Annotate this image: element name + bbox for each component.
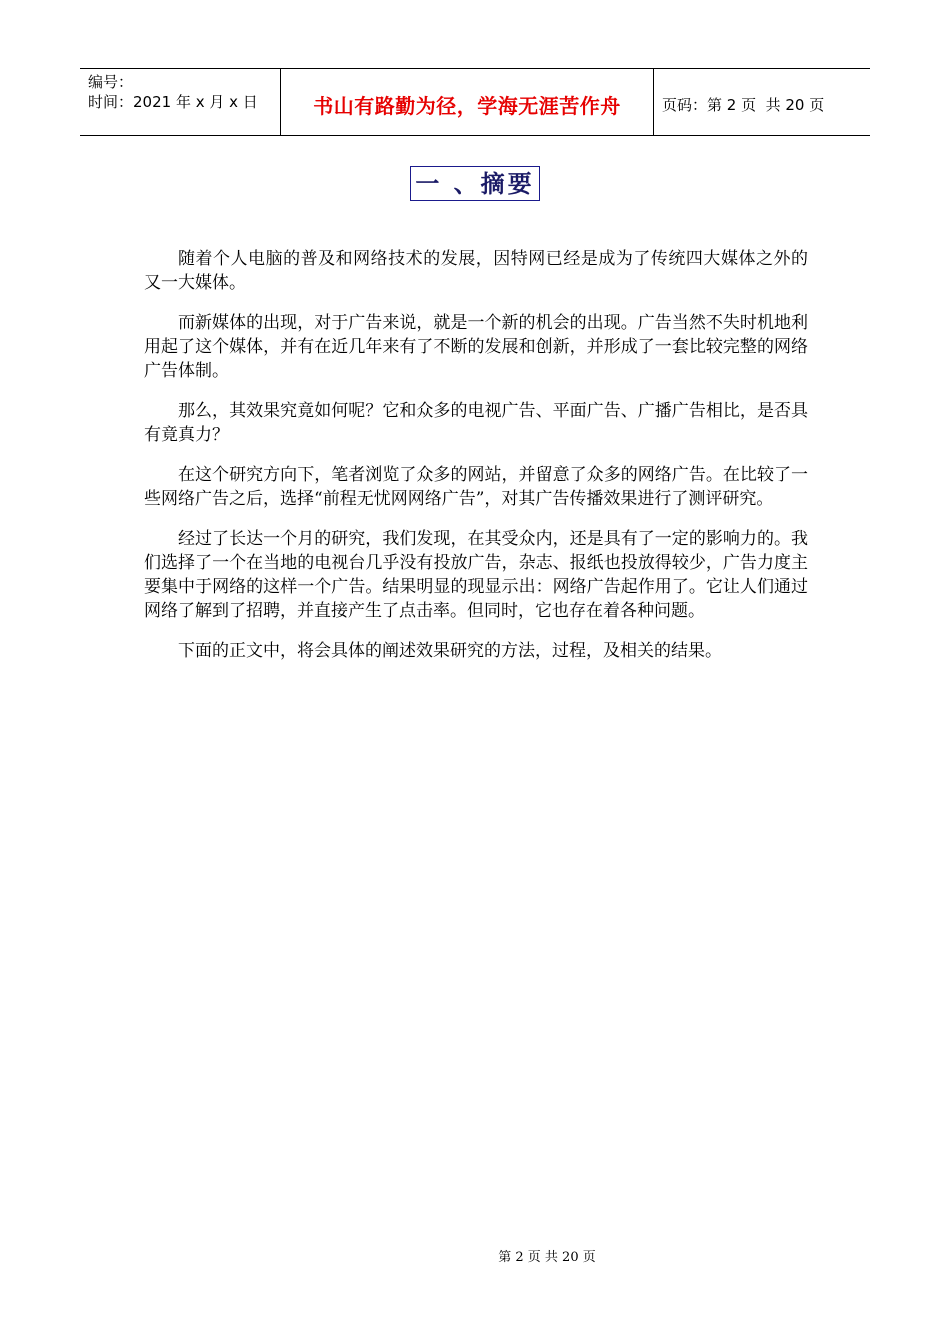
page-footer: 第 2 页 共 20 页 bbox=[498, 1250, 596, 1265]
abstract-body bbox=[144, 247, 808, 679]
paragraph: 在这个研究方向下，笔者浏览了众多的网站，并留意了众多的网络广告。在比较了一些网络广告之后，选择“前程无忧网网络广告”，对其广告传播效果进行了测评研究。 bbox=[144, 465, 808, 509]
paragraph: 经过了长达一个月的研究，我们发现，在其受众内，还是具有了一定的影响力的。我们选择了一个在当地的电视台几乎没有投放广告，杂志、报纸也投放得较少，广告力度主要集中于网络的这样一个广告。结果明显的现显示出：网络广告起作用了。它让人们通过网络了解到了招聘，并直接产生了点击率。但同时，它也存在着各种问题。 bbox=[144, 529, 808, 621]
number-label: 编号： bbox=[88, 73, 134, 91]
header-motto: 书山有路勤为径，学海无涯苦作舟 bbox=[281, 69, 654, 135]
paragraph: 那么，其效果究竟如何呢？它和众多的电视广告、平面广告、广播广告相比，是否具有竟真力？ bbox=[144, 401, 808, 445]
paragraph: 而新媒体的出现，对于广告来说，就是一个新的机会的出现。广告当然不失时机地利用起了这个媒体，并有在近几年来有了不断的发展和创新，并形成了一套比较完整的网络广告体制。 bbox=[144, 313, 808, 381]
paragraph: 随着个人电脑的普及和网络技术的发展，因特网已经是成为了传统四大媒体之外的 又一大媒体。 bbox=[144, 249, 808, 293]
paragraph: 下面的正文中，将会具体的阐述效果研究的方法，过程，及相关的结果。 bbox=[178, 641, 722, 661]
header-page-info: 页码：第 2 页 共 20 页 bbox=[662, 95, 825, 114]
time-label: 时间：2021 年 x 月 x 日 bbox=[88, 93, 258, 111]
section-title: 一 、摘要 bbox=[410, 166, 539, 201]
header-meta bbox=[80, 69, 281, 135]
page-header bbox=[80, 68, 870, 136]
section-title-wrap bbox=[0, 166, 950, 201]
